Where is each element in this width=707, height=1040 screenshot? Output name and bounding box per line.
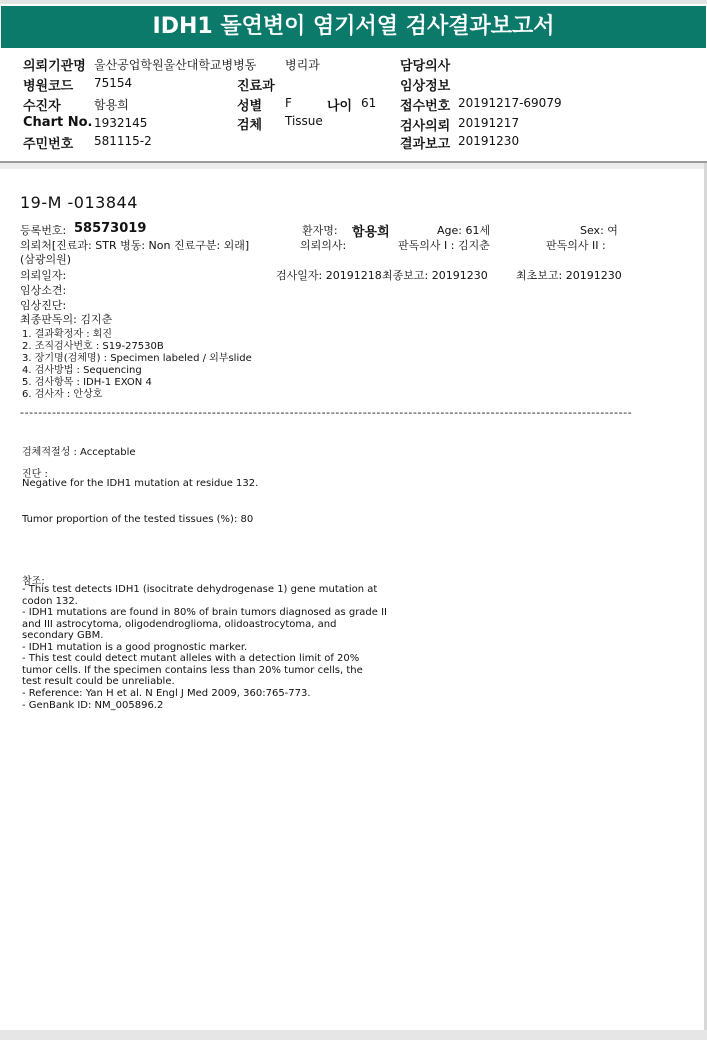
sex-value: F	[285, 96, 292, 110]
item-4: 4. 검사방법 : Sequencing	[22, 365, 142, 376]
reg-no-label: 등록번호:	[20, 224, 67, 237]
item-6: 6. 검사자 : 안상호	[22, 389, 103, 400]
item-5: 5. 검사항목 : IDH-1 EXON 4	[22, 377, 152, 388]
requester-sub: (삼광의원)	[20, 253, 72, 266]
item-3: 3. 장기명(검체명) : Specimen labeled / 외부slide	[22, 353, 252, 364]
requester-text: 의뢰처[진료과: STR 병동: Non 진료구분: 외래]	[20, 239, 250, 252]
reference-line: - This test could detect mutant alleles with a detection limit of 20%	[22, 653, 360, 664]
item-1: 1. 결과확정자 : 회진	[22, 329, 113, 340]
sex-text: Sex: 여	[580, 224, 618, 237]
section-band	[0, 163, 707, 169]
reference-line: - GenBank ID: NM_005896.2	[22, 700, 164, 711]
reference-line: secondary GBM.	[22, 630, 104, 641]
report-title: IDH1 돌연변이 염기서열 검사결과보고서	[1, 6, 706, 48]
department-label: 진료과	[237, 79, 275, 94]
hospital-code-value: 75154	[94, 76, 133, 90]
age-text: Age: 61세	[437, 224, 491, 237]
age-label: 나이	[327, 99, 353, 114]
resident-no-value: 581115-2	[94, 134, 152, 148]
pathologist2-text: 판독의사 II :	[546, 239, 606, 252]
institution-value: 울산공업학원울산대학교병병동	[94, 58, 257, 72]
reference-line: tumor cells. If the specimen contains less than 20% tumor cells, the	[22, 664, 363, 676]
final-reader: 최종판독의: 김지춘	[20, 313, 113, 326]
chart-no-label: Chart No.	[23, 115, 93, 130]
reference-line: test result could be unreliable.	[22, 676, 175, 687]
institution-dept: 병리과	[285, 58, 320, 72]
request-label: 검사의뢰	[400, 119, 451, 134]
report-value: 20191230	[458, 134, 520, 148]
reference-line: - IDH1 mutation is a good prognostic marker.	[22, 641, 248, 653]
patient-label: 환자명:	[302, 224, 338, 237]
request-date-text: 의뢰일자:	[20, 269, 67, 282]
chart-no-value: 1932145	[94, 116, 148, 130]
reference-line: - IDH1 mutations are found in 80% of brain tumors diagnosed as grade II	[22, 607, 388, 618]
diagnosis-label: 진단 :	[22, 469, 48, 480]
reg-no-value: 58573019	[74, 221, 147, 236]
resident-no-label: 주민번호	[23, 137, 74, 152]
tumor-proportion: Tumor proportion of the tested tissues (%): 80	[22, 514, 254, 525]
request-value: 20191217	[458, 116, 520, 130]
specimen-label: 검체	[237, 118, 263, 133]
specimen-adequacy: 검체적절성 : Acceptable	[22, 447, 136, 458]
specimen-value: Tissue	[285, 114, 323, 128]
reference-line: - Reference: Yan H et al. N Engl J Med 2009, 360:765-773.	[22, 688, 311, 699]
reference-line: - This test detects IDH1 (isocitrate dehydrogenase 1) gene mutation at	[22, 584, 378, 595]
req-doctor-text: 의뢰의사:	[300, 239, 347, 252]
clinical-findings: 임상소견:	[20, 284, 67, 297]
receipt-no-value: 20191217-69079	[458, 96, 562, 110]
clinical-diagnosis: 임상진단:	[20, 299, 67, 312]
exam-date-text: 검사일자: 20191218	[276, 269, 382, 282]
final-report-text: 최종보고: 20191230	[382, 269, 488, 282]
patient-value: 함용희	[352, 225, 390, 240]
report-label: 결과보고	[400, 137, 451, 152]
reference-line: codon 132.	[22, 595, 78, 607]
pathologist1-text: 판독의사 I : 김지춘	[398, 239, 490, 252]
receipt-no-label: 접수번호	[400, 99, 451, 114]
top-rule	[0, 0, 707, 4]
report-id: 19-M -013844	[20, 193, 138, 212]
item-2: 2. 조직검사번호 : S19-27530B	[22, 341, 164, 352]
institution-label: 의뢰기관명	[23, 59, 86, 74]
hospital-code-label: 병원코드	[23, 79, 74, 94]
reference-label: 참조:	[22, 576, 45, 587]
age-value: 61	[361, 96, 377, 110]
sex-label: 성별	[237, 99, 263, 114]
attending-label: 담당의사	[400, 59, 451, 74]
recipient-value: 함용희	[94, 98, 129, 112]
clinical-info-label: 임상정보	[400, 79, 451, 94]
first-report-text: 최초보고: 20191230	[516, 269, 622, 282]
reference-line: and III astrocytoma, oligodendroglioma, olidoastrocytoma, and	[22, 618, 337, 630]
diagnosis-text: Negative for the IDH1 mutation at residue 132.	[22, 478, 259, 489]
recipient-label: 수진자	[23, 99, 61, 114]
bottom-band	[0, 1030, 707, 1040]
dashed-separator: --------------------------------------------------------------------------------------------------------------------------------------	[20, 406, 633, 419]
